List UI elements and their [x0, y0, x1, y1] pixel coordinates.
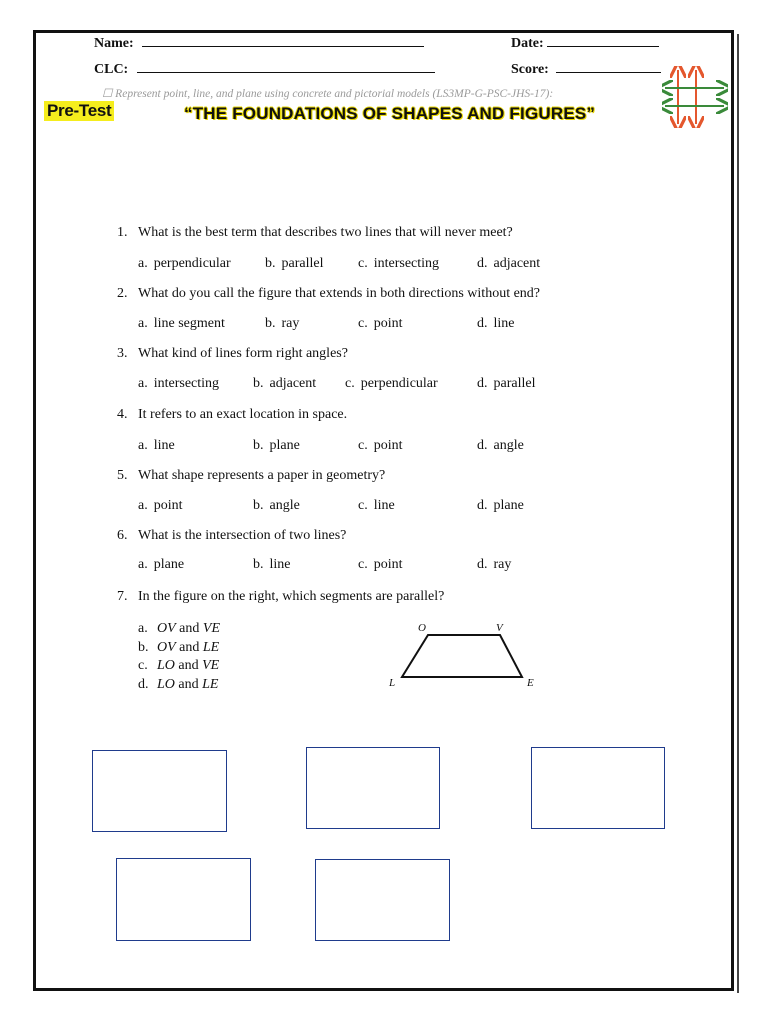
- choice-letter: a.: [138, 438, 148, 453]
- question-text: What kind of lines form right angles?: [138, 346, 348, 361]
- choice-b[interactable]: [253, 438, 300, 454]
- question-text: What do you call the figure that extends in both directions without end?: [138, 286, 541, 301]
- choice-a[interactable]: [138, 557, 184, 573]
- question-1: [117, 225, 513, 241]
- segment-name: LE: [202, 639, 220, 655]
- question-number: 5.: [117, 468, 128, 483]
- choice-b[interactable]: [265, 316, 299, 332]
- learning-objective: ☐ Represent point, line, and plane using concrete and pictorial models (LS3MP-G-PSC-JHS-17):: [102, 88, 554, 100]
- choice-text: angle: [269, 498, 300, 513]
- score-field: [511, 60, 661, 78]
- choice-d[interactable]: [477, 376, 535, 392]
- drawing-box-3[interactable]: [531, 747, 665, 829]
- conjunction: and: [179, 621, 200, 636]
- choice-text: line: [493, 316, 515, 331]
- choice-letter: c.: [358, 498, 368, 513]
- drawing-box-2[interactable]: [306, 747, 440, 829]
- question-6: [117, 528, 346, 544]
- question-number: 1.: [117, 225, 128, 240]
- choice-text: intersecting: [373, 256, 440, 271]
- name-blank[interactable]: [142, 34, 424, 47]
- clc-label: CLC:: [94, 62, 129, 77]
- choice-text: line: [153, 438, 175, 453]
- choice-letter: d.: [477, 557, 488, 572]
- choice-c[interactable]: [138, 657, 220, 676]
- plane-intersecting-lines-icon: [662, 66, 728, 128]
- choice-b[interactable]: [253, 557, 291, 573]
- choice-letter: d.: [477, 376, 488, 391]
- choice-letter: c.: [358, 557, 368, 572]
- choice-text: plane: [269, 438, 300, 453]
- trapezoid-figure: [396, 632, 528, 682]
- choice-letter: b.: [253, 557, 264, 572]
- choice-c[interactable]: [358, 256, 439, 272]
- choice-letter: d.: [477, 438, 488, 453]
- vertex-l-label: L: [389, 677, 396, 689]
- choice-letter: d.: [477, 316, 488, 331]
- question-3: [117, 346, 348, 362]
- choice-text: angle: [493, 438, 524, 453]
- segment-name: OV: [157, 621, 176, 636]
- choice-letter: a.: [138, 256, 148, 271]
- vertex-o-label: O: [418, 622, 426, 634]
- choice-letter: c.: [358, 438, 368, 453]
- choice-text: parallel: [493, 376, 536, 391]
- choice-a[interactable]: [138, 376, 219, 392]
- question-text: What shape represents a paper in geometry?: [138, 468, 386, 483]
- choice-c[interactable]: [358, 316, 403, 332]
- score-label: Score:: [511, 62, 549, 77]
- choice-a[interactable]: [138, 256, 231, 272]
- date-label: Date:: [511, 36, 544, 51]
- choice-letter: c.: [345, 376, 355, 391]
- question-7-choices: [138, 620, 220, 694]
- vertex-e-label: E: [527, 677, 534, 689]
- choice-a[interactable]: [138, 316, 225, 332]
- choice-letter: d.: [138, 676, 149, 692]
- name-label: Name:: [94, 36, 134, 51]
- question-7: [117, 589, 444, 605]
- question-text: It refers to an exact location in space.: [138, 407, 348, 422]
- choice-letter: d.: [477, 256, 488, 271]
- question-number: 3.: [117, 346, 128, 361]
- page-title: “THE FOUNDATIONS OF SHAPES AND FIGURES”: [184, 104, 596, 123]
- choice-text: point: [153, 498, 183, 513]
- question-number: 7.: [117, 589, 128, 604]
- choice-letter: b.: [253, 438, 264, 453]
- question-number: 6.: [117, 528, 128, 543]
- choice-text: parallel: [281, 256, 324, 271]
- choice-d[interactable]: [477, 557, 511, 573]
- choice-d[interactable]: [477, 438, 524, 454]
- choice-letter: a.: [138, 557, 148, 572]
- segment-name: LO: [157, 658, 175, 673]
- choice-text: perpendicular: [360, 376, 438, 391]
- choice-a[interactable]: [138, 620, 220, 639]
- question-text: What is the intersection of two lines?: [138, 528, 347, 543]
- choice-b[interactable]: [253, 376, 316, 392]
- question-2: [117, 286, 540, 302]
- segment-name: VE: [202, 658, 220, 673]
- choice-text: plane: [493, 498, 524, 513]
- choice-letter: b.: [265, 316, 276, 331]
- clc-blank[interactable]: [137, 60, 435, 73]
- choice-c[interactable]: [358, 557, 403, 573]
- name-field: [94, 34, 424, 52]
- choice-a[interactable]: [138, 438, 175, 454]
- choice-letter: b.: [253, 376, 264, 391]
- choice-a[interactable]: [138, 498, 183, 514]
- conjunction: and: [179, 639, 200, 655]
- drawing-box-1[interactable]: [92, 750, 227, 832]
- choice-text: perpendicular: [153, 256, 231, 271]
- question-text: What is the best term that describes two lines that will never meet?: [138, 225, 513, 240]
- choice-letter: b.: [253, 498, 264, 513]
- choice-letter: c.: [138, 658, 148, 673]
- choice-text: point: [373, 316, 403, 331]
- choice-text: adjacent: [493, 256, 541, 271]
- question-text: In the figure on the right, which segments are parallel?: [138, 589, 445, 604]
- date-field: [511, 34, 659, 52]
- pretest-label: Pre-Test: [44, 101, 114, 121]
- segment-name: LE: [202, 676, 219, 692]
- page-border-shadow: [737, 34, 739, 993]
- choice-c[interactable]: [358, 438, 403, 454]
- score-blank[interactable]: [556, 60, 661, 73]
- vertex-v-label: V: [496, 622, 503, 634]
- conjunction: and: [178, 676, 199, 692]
- segment-name: OV: [157, 639, 176, 655]
- choice-text: ray: [281, 316, 300, 331]
- conjunction: and: [178, 658, 199, 673]
- choice-c[interactable]: [358, 498, 395, 514]
- choice-b[interactable]: [253, 498, 300, 514]
- choice-letter: a.: [138, 316, 148, 331]
- choice-d[interactable]: [477, 316, 515, 332]
- choice-c[interactable]: [345, 376, 438, 392]
- question-4: [117, 407, 347, 423]
- choice-d[interactable]: [138, 676, 220, 695]
- segment-name: VE: [202, 621, 220, 636]
- drawing-box-4[interactable]: [116, 858, 251, 941]
- choice-text: line: [373, 498, 395, 513]
- choice-letter: b.: [265, 256, 276, 271]
- segment-name: LO: [157, 676, 175, 692]
- clc-field: [94, 60, 435, 78]
- choice-letter: a.: [138, 621, 148, 636]
- question-5: [117, 468, 385, 484]
- choice-letter: a.: [138, 498, 148, 513]
- choice-text: point: [373, 438, 403, 453]
- choice-text: adjacent: [269, 376, 317, 391]
- choice-letter: d.: [477, 498, 488, 513]
- choice-text: intersecting: [153, 376, 220, 391]
- choice-b[interactable]: [138, 639, 220, 658]
- choice-d[interactable]: [477, 498, 524, 514]
- choice-letter: c.: [358, 256, 368, 271]
- choice-text: point: [373, 557, 403, 572]
- question-number: 4.: [117, 407, 128, 422]
- choice-letter: b.: [138, 639, 149, 655]
- question-number: 2.: [117, 286, 128, 301]
- choice-text: line segment: [153, 316, 225, 331]
- choice-b[interactable]: [265, 256, 323, 272]
- trapezoid-lovE: [402, 635, 522, 677]
- date-blank[interactable]: [547, 34, 659, 47]
- drawing-box-5[interactable]: [315, 859, 450, 941]
- choice-d[interactable]: [477, 256, 540, 272]
- choice-letter: c.: [358, 316, 368, 331]
- choice-text: plane: [153, 557, 185, 572]
- choice-text: ray: [493, 557, 512, 572]
- choice-letter: a.: [138, 376, 148, 391]
- choice-text: line: [269, 557, 291, 572]
